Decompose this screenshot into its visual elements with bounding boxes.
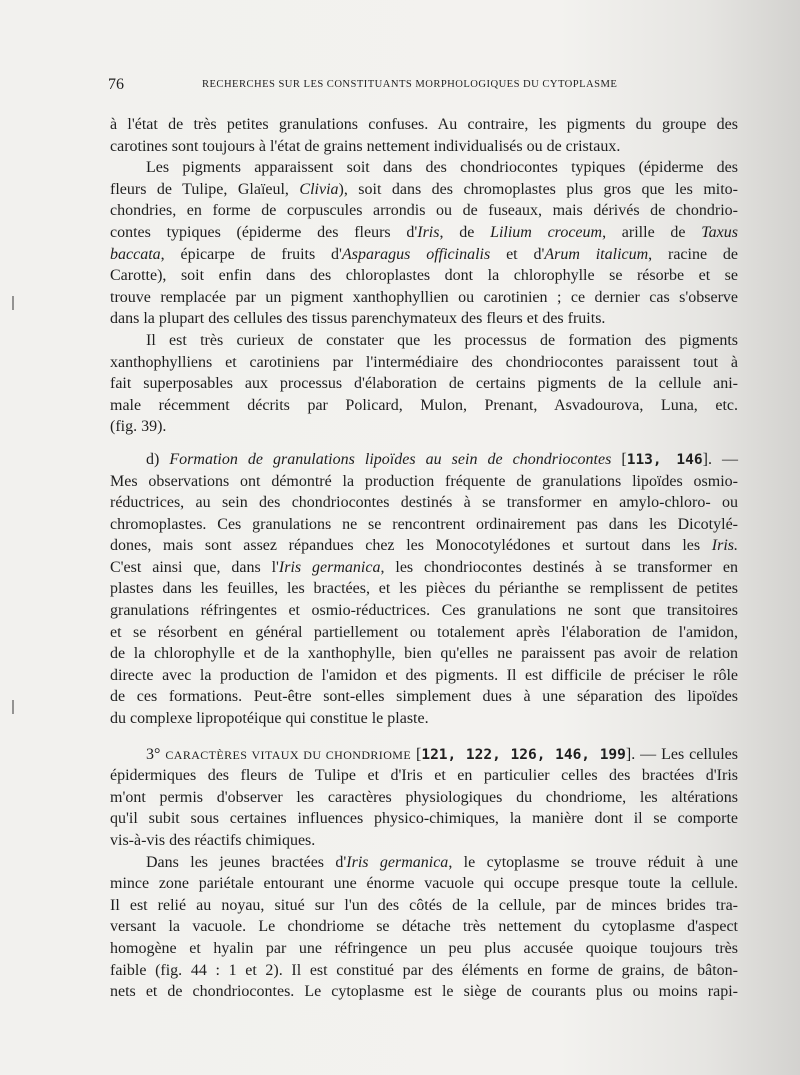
text-line: Dans les jeunes bractées d'Iris germanica, le cytoplasme se trouve réduit à une <box>146 853 739 871</box>
text-line: dans la plupart des cellules des tissus parenchymateux des fleurs et des fruits. <box>110 310 606 328</box>
text-line: homogène et hyalin par une réfringence un peu plus accusée quoique toujours très <box>110 939 738 957</box>
text-line: dones, mais sont assez répandues chez les Monocotylédones et surtout dans les Iris. <box>110 537 738 555</box>
text-line: versant la vacuole. Le chondriome se détache très nettement du cytoplasme d'aspect <box>110 918 738 936</box>
text-line: Il est relié au noyau, situé sur l'un des côtés de la cellule, par de minces brides tra- <box>110 896 738 914</box>
species-name: Iris. <box>711 537 738 555</box>
section-d <box>110 449 738 730</box>
reference-numbers: 113, 146 <box>626 451 703 468</box>
text-line: contes typiques (épiderme des fleurs d'Iris, de Lilium croceum, arille de Taxus <box>110 223 739 241</box>
species-name: Iris <box>417 223 440 241</box>
reference-numbers: 121, 122, 126, 146, 199 <box>421 746 626 763</box>
text-line: réductrices, au sein des chondriocontes destinés à se transformer en amylo-chloro- ou <box>110 494 738 512</box>
section-3 <box>110 744 738 852</box>
text-line: chondries, en forme de corpuscules arrondis ou de fuseaux, mais dérivés de chondrio- <box>110 202 738 220</box>
text-line: directe avec la production de l'amidon et des pigments. Il est difficile de préciser le rôle <box>110 666 738 684</box>
text-line: de la chlorophylle et de la xanthophylle, bien qu'elles ne paraissent pas avoir de relation <box>110 645 738 663</box>
text-line: C'est ainsi que, dans l'Iris germanica, les chondriocontes destinés à se transformer en <box>110 558 739 576</box>
text-line: granulations réfringentes et osmio-réductrices. Ces granulations ne sont que transitoires <box>110 602 738 620</box>
paragraph <box>110 852 738 1003</box>
text-line: de ces formations. Peut-être sont-elles simplement dues à une séparation des lipoïdes <box>110 688 738 706</box>
section-heading: d) Formation de granulations lipoïdes au sein de chondriocontes [113, 146]. — <box>146 450 739 468</box>
margin-mark <box>12 296 14 310</box>
text-line: et se résorbent en général partiellement ou totalement après l'élaboration de l'amidon, <box>110 623 738 641</box>
text-line: à l'état de très petites granulations confuses. Au contraire, les pigments du groupe des <box>110 116 738 133</box>
text-line: Carotte), soit enfin dans des chloroplastes dont la chlorophylle se résorbe et se <box>110 267 738 285</box>
text-line: plastes dans les feuilles, les bractées, et les pièces du périanthe se remplissent de petites <box>110 580 738 598</box>
text-line: faible (fig. 44 : 1 et 2). Il est constitué par des éléments en forme de grains, de bâton- <box>110 961 738 979</box>
species-name: Asparagus officinalis <box>341 245 491 263</box>
section-heading: 3° CARACTÈRES VITAUX DU CHONDRIOME [121, 122, 126, 146, 199]. — Les cellules <box>146 745 739 763</box>
page-header <box>108 76 728 100</box>
text-line: xanthophylliens et carotiniens par l'intermédiaire des chondriocontes paraissent tout à <box>110 353 738 371</box>
text-line: vis-à-vis des réactifs chimiques. <box>110 832 316 849</box>
species-name: Lilium croceum <box>490 223 603 241</box>
text-line: chromoplastes. Ces granulations ne se rencontrent ordinairement pas dans les Dicotylé- <box>110 515 738 533</box>
text-line: baccata, épicarpe de fruits d'Asparagus officinalis et d'Arum italicum, racine de <box>110 245 739 263</box>
margin-mark <box>12 700 14 714</box>
paragraph <box>110 330 738 438</box>
text-line: nets et de chondriocontes. Le cytoplasme est le siège de courants plus ou moins rapi- <box>110 983 738 1001</box>
species-name: Taxus <box>701 223 739 241</box>
text-line: épidermiques des fleurs de Tulipe et d'Iris et en particulier celles des bractées d'Iris <box>110 767 738 785</box>
species-name: Iris germanica <box>346 853 449 871</box>
paragraph <box>110 114 738 157</box>
text-line: trouve remplacée par un pigment xanthophyllien ou carotinien ; ce dernier cas s'observe <box>110 288 738 306</box>
text-line: Les pigments apparaissent soit dans des chondriocontes typiques (épiderme des <box>146 159 738 177</box>
page-body <box>110 114 738 1003</box>
running-title: RECHERCHES SUR LES CONSTITUANTS MORPHOLOGIQUES DU CYTOPLASME <box>202 79 618 90</box>
species-name: baccata <box>110 245 161 263</box>
species-name: Iris germanica <box>278 558 381 576</box>
text-line: du complexe lipropotéique qui constitue le plaste. <box>110 710 429 728</box>
text-line: Il est très curieux de constater que les processus de formation des pigments <box>146 331 738 349</box>
text-line: male récemment décrits par Policard, Mulon, Prenant, Asvadourova, Luna, etc. <box>110 396 738 414</box>
section-title: CARACTÈRES VITAUX DU CHONDRIOME <box>165 747 412 762</box>
text-line: fleurs de Tulipe, Glaïeul, Clivia), soit dans des chromoplastes plus gros que les mito- <box>110 180 738 198</box>
text-line: m'ont permis d'observer les caractères physiologiques du chondriome, les altérations <box>110 788 738 806</box>
page-number: 76 <box>108 76 124 93</box>
text-line: qu'il subit sous certaines influences physico-chimiques, la manière dont il se comporte <box>110 810 738 828</box>
text-line: (fig. 39). <box>110 418 167 436</box>
text-line: mince zone pariétale entourant une énorme vacuole qui occupe presque toute la cellule. <box>110 875 738 893</box>
text-line: Mes observations ont démontré la production fréquente de granulations lipoïdes osmio- <box>110 472 738 490</box>
paragraph <box>110 157 738 330</box>
species-name: Arum italicum <box>544 245 649 263</box>
species-name: Clivia <box>299 180 339 198</box>
section-title: Formation de granulations lipoïdes au sein de chondriocontes <box>169 450 612 468</box>
text-line: fait superposables aux processus d'élaboration de certains pigments de la cellule ani- <box>110 375 738 393</box>
text-line: carotines sont toujours à l'état de grains nettement individualisés ou de cristaux. <box>110 137 621 155</box>
